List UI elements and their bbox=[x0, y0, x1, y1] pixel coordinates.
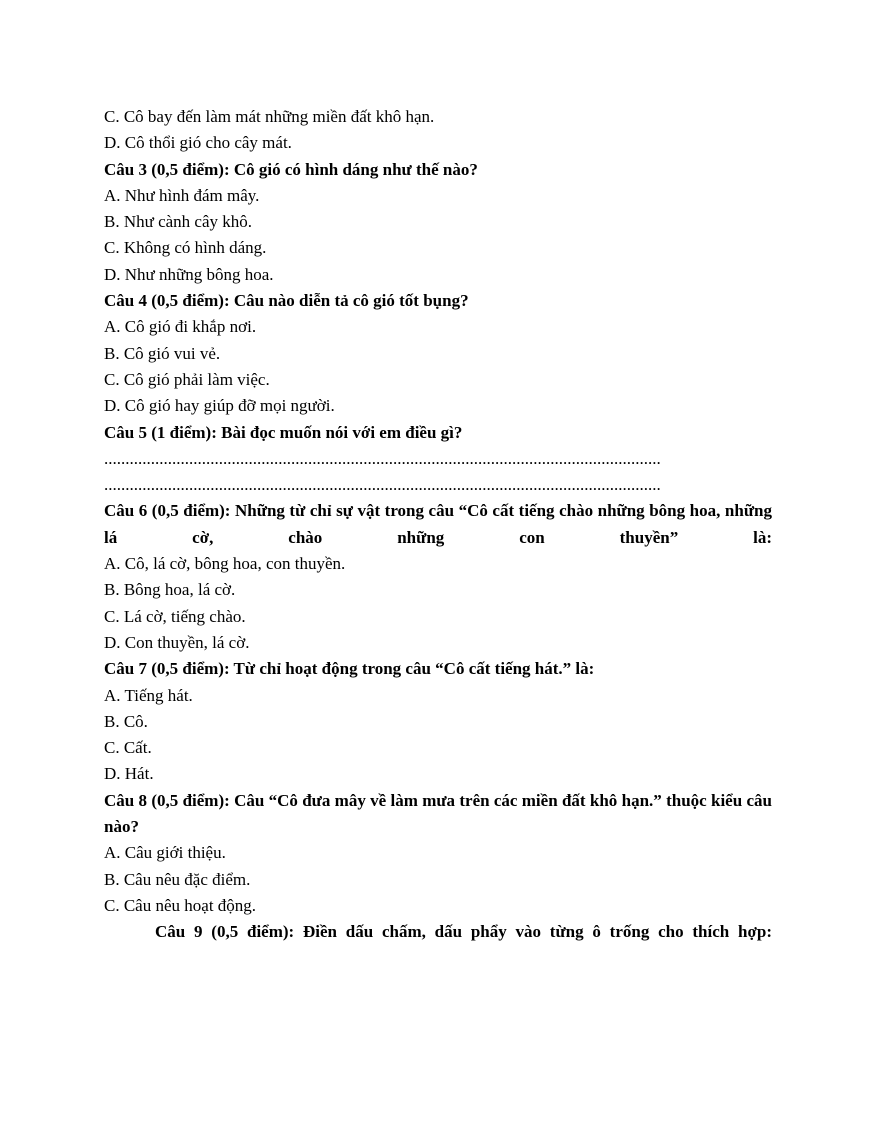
q8-title: Câu 8 (0,5 điểm): Câu “Cô đưa mây về làm mưa trên các miền đất khô hạn.” thuộc kiểu câu nào? bbox=[104, 790, 772, 837]
q4-option-a: A. Cô gió đi khắp nơi. bbox=[104, 317, 257, 337]
q3-option-d: D. Như những bông hoa. bbox=[104, 264, 274, 284]
q8-option-b: B. Câu nêu đặc điểm. bbox=[104, 869, 251, 889]
q7-option-b: B. Cô. bbox=[104, 711, 148, 731]
q6-option-a: A. Cô, lá cờ, bông hoa, con thuyền. bbox=[104, 554, 346, 574]
q5-answer-line-1[interactable]: ................................................................................................................................... bbox=[104, 448, 661, 468]
q6-title: Câu 6 (0,5 điểm): Những từ chỉ sự vật trong câu “Cô cất tiếng chào những bông hoa, những lá cờ, chào những con thuyền” là: bbox=[104, 501, 772, 547]
q6-option-c: C. Lá cờ, tiếng chào. bbox=[104, 606, 246, 626]
q4-title: Câu 4 (0,5 điểm): Câu nào diễn tả cô gió tốt bụng? bbox=[104, 291, 469, 311]
q2-option-d: D. Cô thổi gió cho cây mát. bbox=[104, 133, 292, 153]
q4-option-b: B. Cô gió vui vẻ. bbox=[104, 343, 221, 363]
q3-option-c: C. Không có hình dáng. bbox=[104, 238, 267, 258]
q2-option-c: C. Cô bay đến làm mát những miền đất khô hạn. bbox=[104, 107, 435, 126]
q5-title: Câu 5 (1 điểm): Bài đọc muốn nói với em điều gì? bbox=[104, 422, 463, 442]
q4-option-d: D. Cô gió hay giúp đỡ mọi người. bbox=[104, 396, 335, 416]
q6-option-b: B. Bông hoa, lá cờ. bbox=[104, 580, 236, 600]
q7-option-a: A. Tiếng hát. bbox=[104, 685, 193, 705]
q7-option-c: C. Cất. bbox=[104, 738, 152, 758]
q3-option-a: A. Như hình đám mây. bbox=[104, 185, 260, 205]
q7-title: Câu 7 (0,5 điểm): Từ chỉ hoạt động trong câu “Cô cất tiếng hát.” là: bbox=[104, 659, 595, 679]
q8-option-a: A. Câu giới thiệu. bbox=[104, 843, 226, 863]
q4-option-c: C. Cô gió phải làm việc. bbox=[104, 369, 270, 389]
q8-option-c: C. Câu nêu hoạt động. bbox=[104, 895, 257, 915]
q9-title: Câu 9 (0,5 điểm): Điền dấu chấm, dấu phẩy vào từng ô trống cho thích hợp: bbox=[155, 922, 772, 942]
q6-option-d: D. Con thuyền, lá cờ. bbox=[104, 632, 250, 652]
q7-option-d: D. Hát. bbox=[104, 764, 154, 784]
document-page bbox=[104, 104, 772, 946]
q3-title: Câu 3 (0,5 điểm): Cô gió có hình dáng như thế nào? bbox=[104, 159, 478, 179]
q3-option-b: B. Như cành cây khô. bbox=[104, 212, 253, 232]
q5-answer-line-2[interactable]: ................................................................................................................................... bbox=[104, 475, 661, 495]
